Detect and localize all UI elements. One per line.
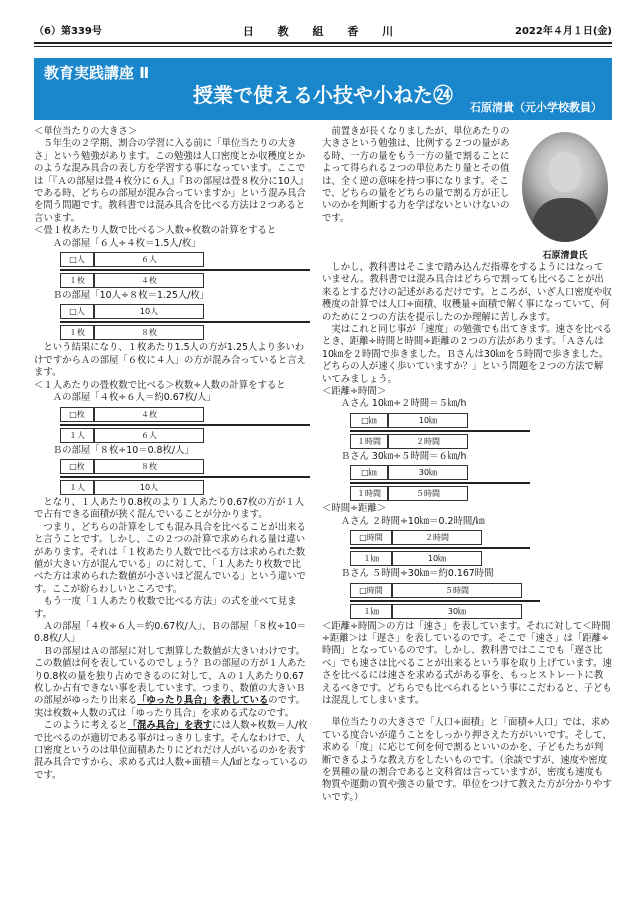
method-heading: ＜１人あたりの畳枚数で比べる＞枚数÷人数の計算をすると: [34, 379, 286, 391]
paragraph: もう一度「１人あたり枚数で比べる方法」の式を並べて見ます。: [34, 596, 297, 620]
author-photo: [522, 132, 608, 242]
ratio-box-row: [34, 428, 308, 443]
box-cell: 10人: [94, 304, 204, 319]
photo-body: [532, 198, 598, 242]
box-cell: ５時間: [392, 583, 522, 598]
ratio-line: [350, 430, 530, 432]
series-title: 教育実践講座 Ⅱ: [44, 64, 150, 82]
text-run: Ｂの部屋はＡの部屋に対して割算した数値が大きいわけです。この数値は何を表しているのでしょう？Ｂの部屋の方が１人あたり0.8枚の量を独り占めできるのに対して、Ａの１人あたり0.67枚しか占有できない事を表しています。つまり、数値の大きいＢの部屋がゆったり出来る: [34, 645, 306, 707]
box-cell: ６人: [94, 252, 204, 267]
paragraph: ５年生の２学期、割合の学習に入る前に「単位当たりの大きさ」という勉強があります。この勉強は人口密度とか収穫度とかのような混み具合の表し方を学習する事になっています。ここでは「『Ａの部屋は畳４枚分に６人』『Ｂの部屋は畳８枚分に10人』である時、どちらの部屋が混み合っていますか」という混み具合を問う問題です。教科書では混み具合を比べる方法は２つあると言います。: [34, 138, 306, 224]
ratio-box-row: [34, 325, 308, 340]
box-cell: 10人: [94, 480, 204, 495]
box-cell: ２時間: [392, 530, 482, 545]
right-column: [322, 262, 612, 804]
left-column: [34, 126, 308, 782]
box-cell: １時間: [350, 434, 388, 449]
emphasis-text: 「混み具合」を表す: [127, 720, 213, 732]
ratio-box-row: [34, 480, 308, 495]
box-cell: □㎞: [350, 465, 388, 480]
paragraph: 単位当たりの大きさで「人口÷面積」と「面積÷人口」では、求めている度合いが違うことをしっかり押さえた方がいいです。そして、求める「度」に応じて何を何で割るといいのかを、子どもたちが判断できるような教え方をしたいものです。（余談ですが、速度や密度を異種の量の割合であると文科省は言っていますが、密度も速度も物質や運動の質や強さの量です。単位をつけて教えた方が分かりやすいです。）: [322, 717, 612, 803]
paragraph: Ａの部屋「４枚÷６人＝約0.67枚/人」、Ｂの部屋「８枚÷10＝0.8枚/人」: [34, 620, 306, 645]
formula-line: Ａの部屋「４枚÷６人＝約0.67枚/人」: [52, 392, 216, 404]
box-cell: □㎞: [350, 413, 388, 428]
ratio-box-row: [322, 583, 612, 598]
box-cell: ２時間: [388, 434, 468, 449]
box-cell: □枚: [60, 407, 94, 422]
box-cell: ８枚: [94, 459, 204, 474]
paragraph: という結果になり、１枚あたり1.5人の方が1.25人より多いわけですからＡの部屋「６枚に４人」の方が混み合っていると言えます。: [34, 342, 306, 379]
box-cell: ６人: [94, 428, 204, 443]
formula-line: Ｂの部屋「10人÷８枚＝1.25人/枚」: [52, 290, 210, 302]
photo-face: [549, 152, 581, 192]
box-cell: ４枚: [94, 273, 204, 288]
box-cell: 10㎞: [392, 551, 482, 566]
box-cell: □時間: [350, 583, 392, 598]
issue-date: 2022年４月１日(金): [515, 26, 612, 37]
box-cell: □枚: [60, 459, 94, 474]
text-run: には人数÷枚数＝人/枚で比べるのが適切である事がはっきりします。そんなわけで、人口密度というのは単位面積あたりにどれだけ人がいるのかを表す混み具合ですから、求める式は人数÷面積＝人/㎢となっているのです。: [34, 720, 308, 781]
paragraph: ＜距離÷時間＞の方は「速さ」を表しています。それに対して＜時間÷距離＞は「遅さ」を表しているのです。そこで「速さ」は「距離÷時間」となっているのです。しかし、教科書ではここでも「遅さ比べ」でも速さは比べることが出来るという事を取り上げています。速さを比べるには速さを求める式がある事を、もっとストレートに教えるべきです。どちらでも比べられるという事にこだわると、子どもは混乱してしまいます。: [322, 620, 612, 706]
ratio-box-row: [322, 604, 612, 619]
header-rule-thin: [34, 46, 612, 47]
formula-line: Ａさん 10㎞÷２時間＝５㎞/h: [340, 398, 467, 410]
box-cell: １人: [60, 480, 94, 495]
box-cell: １枚: [60, 325, 94, 340]
box-cell: １人: [60, 428, 94, 443]
emphasis-text: 「ゆったり具合」を表している: [137, 695, 269, 707]
title-banner: [34, 58, 612, 120]
box-cell: □人: [60, 304, 94, 319]
ratio-line: [350, 482, 530, 484]
ratio-box-row: [34, 273, 308, 288]
ratio-box-row: [322, 465, 612, 480]
box-cell: ５時間: [388, 486, 468, 501]
box-cell: □時間: [350, 530, 392, 545]
newspaper-name: 日 教 組 香 川: [242, 25, 404, 38]
box-cell: 30㎞: [388, 465, 468, 480]
ratio-line: [60, 476, 310, 478]
box-cell: １㎞: [350, 604, 392, 619]
section-heading: ＜単位当たりの大きさ＞: [34, 126, 138, 137]
box-cell: １枚: [60, 273, 94, 288]
method-heading: ＜時間÷距離＞: [322, 503, 387, 515]
ratio-box-row: [34, 304, 308, 319]
paragraph: しかし、教科書はそこまで踏み込んだ指導をするようにはなっていません。教科書では混み具合はどちらで割っても比べることが出来るとするだけの記述があるだけです。ところが、いざ人口密度や収穫度の計算では人口÷面積、収穫量÷面積で解く事になっていて、何のために２つの方法を提示したのか理解に苦しみます。: [322, 262, 612, 323]
box-cell: 10㎞: [388, 413, 468, 428]
box-cell: １時間: [350, 486, 388, 501]
formula-line: Ａさん ２時間÷10㎞＝0.2時間/㎞: [340, 515, 485, 527]
method-heading: ＜距離÷時間＞: [322, 386, 387, 398]
method-heading: ＜畳１枚あたり人数で比べる＞人数÷枚数の計算をすると: [34, 225, 277, 237]
ratio-box-row: [34, 252, 308, 267]
ratio-box-row: [322, 413, 612, 428]
paragraph: つまり、どちらの計算をしても混み具合を比べることが出来ると言うことです。しかし、この２つの計算で求められる量は違いがあります。それは「１枚あたり人数で比べる方は求められた数値が大きい方が混んでいる」のに対して、「１人あたり枚数で比べた方は求められた数値が小さいほど混んでいる」という違いです。ここが紛らわしいところです。: [34, 521, 306, 595]
formula-line: Ａの部屋「６人÷４枚＝1.5人/枚」: [52, 237, 201, 249]
ratio-box-row: [322, 486, 612, 501]
right-column-top: [322, 126, 516, 225]
text-run: このように考えると: [43, 720, 128, 732]
ratio-box-row: [322, 530, 612, 545]
text-run: のです。実は枚数÷人数の式は「ゆったり具合」を求める式なのです。: [34, 695, 305, 719]
ratio-line: [60, 424, 310, 426]
ratio-line: [350, 600, 540, 602]
formula-line: Ｂさん 30㎞÷５時間＝６㎞/h: [340, 450, 467, 462]
box-cell: □人: [60, 252, 94, 267]
header-rule: [34, 42, 612, 44]
formula-line: Ｂさん ５時間÷30㎞＝約0.167時間: [340, 568, 494, 580]
paragraph: となり、１人あたり0.8枚のより１人あたり0.67枚の方が１人で占有できる面積が狭く混んでいることが分かります。: [34, 496, 305, 521]
issue-number: （6）第339号: [34, 26, 102, 37]
box-cell: ８枚: [94, 325, 204, 340]
formula-line: Ｂの部屋「８枚÷10＝0.8枚/人」: [52, 444, 194, 456]
article-title: 授業で使える小技や小ねた㉔: [193, 83, 453, 107]
page-header: [34, 24, 612, 39]
ratio-line: [350, 547, 530, 549]
box-cell: ４枚: [94, 407, 204, 422]
box-cell: １㎞: [350, 551, 392, 566]
ratio-line: [60, 321, 310, 323]
paragraph: 前置きが長くなりましたが、単位あたりの大きさという勉強は、比例する２つの量がある時、一方の量をもう一方の量で割ることによって得られる２つの単位あたり量とその值は、全く逆の意味を持つ事になります。そこで、どちらの量をどちらの量で割る方が正しいのかを判断する力を学ばないといけないのです。: [322, 126, 510, 224]
box-cell: 30㎞: [392, 604, 522, 619]
ratio-box-row: [322, 551, 612, 566]
article-author: 石原清貴（元小学校教員）: [470, 101, 602, 114]
ratio-box-row: [34, 407, 308, 422]
paragraph: [34, 646, 308, 720]
ratio-line: [60, 269, 310, 271]
ratio-box-row: [322, 434, 612, 449]
ratio-box-row: [34, 459, 308, 474]
paragraph: 実はこれと同じ事が「速度」の勉強でも出てきます。速さを比べるとき、距離÷時間と時間÷距離の２つの方法があります。「Ａさんは10㎞を２時間で歩きました。Ｂさんは30㎞を５時間で歩きました。どちらの人が速く歩いていますか？」という問題を２つの方法で解いてみましょう。: [322, 324, 612, 385]
paragraph: [34, 720, 308, 782]
photo-caption: 石原清貴氏: [542, 251, 588, 261]
